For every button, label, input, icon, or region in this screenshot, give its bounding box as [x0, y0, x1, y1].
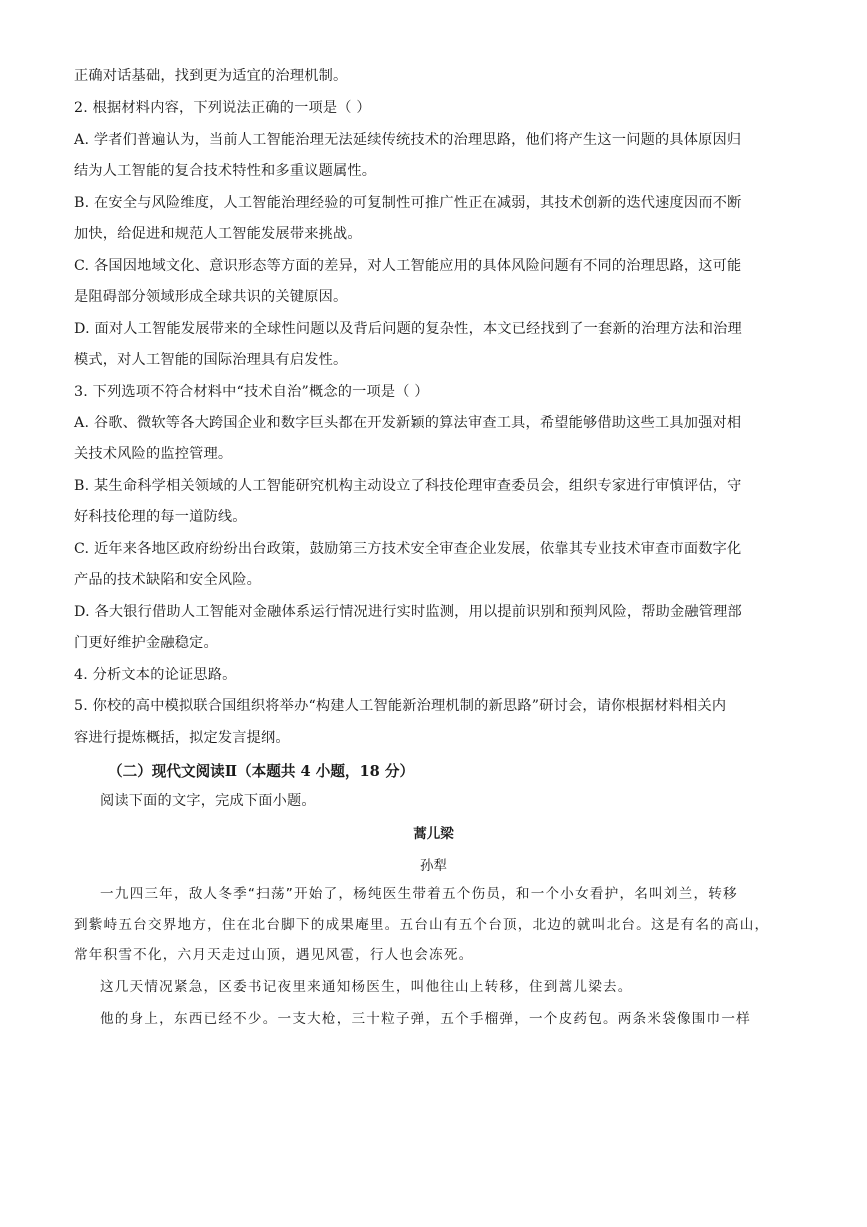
story-paragraph: 这几天情况紧急，区委书记夜里来通知杨医生，叫他往山上转移，住到蒿儿梁去。: [100, 979, 633, 995]
text-line: 容进行提炼概括，拟定发言提纲。: [74, 730, 290, 746]
text-line: 门更好维护金融稳定。: [74, 635, 218, 651]
option-3d: D. 各大银行借助人工智能对金融体系运行情况进行实时监测，用以提前识别和预判风险，帮助金融管理部: [74, 604, 742, 620]
story-title: 蒿儿梁: [413, 826, 454, 842]
section-heading: （二）现代文阅读Ⅱ（本题共 4 小题，18 分）: [108, 763, 415, 780]
option-2a: A. 学者们普遍认为，当前人工智能治理无法延续传统技术的治理思路，他们将产生这一问题的具体原因归: [74, 132, 742, 148]
question-5: 5. 你校的高中模拟联合国组织将举办“构建人工智能新治理机制的新思路”研讨会，请你根据材料相关内: [74, 698, 727, 714]
question-3: 3. 下列选项不符合材料中“技术自治”概念的一项是（ ）: [74, 384, 429, 400]
story-paragraph: 一九四三年，敌人冬季“扫荡”开始了，杨纯医生带着五个伤员，和一个小女看护，名叫刘兰，转移: [100, 886, 738, 902]
option-3b: B. 某生命科学相关领域的人工智能研究机构主动设立了科技伦理审查委员会，组织专家进行审慎评估，守: [74, 478, 742, 494]
text-line: 好科技伦理的每一道防线。: [74, 509, 247, 525]
question-2: 2. 根据材料内容，下列说法正确的一项是（ ）: [74, 100, 371, 116]
text-line: 加快，给促进和规范人工智能发展带来挑战。: [74, 226, 362, 242]
option-2d: D. 面对人工智能发展带来的全球性问题以及背后问题的复杂性，本文已经找到了一套新的治理方法和治理: [74, 321, 742, 337]
text-line: 正确对话基础，找到更为适宜的治理机制。: [74, 68, 348, 84]
option-3c: C. 近年来各地区政府纷纷出台政策，鼓励第三方技术安全审查企业发展，依靠其专业技术审查市面数字化: [74, 541, 742, 557]
story-line: 常年积雪不化，六月天走过山顶，遇见风雹，行人也会冻死。: [74, 947, 474, 963]
text-line: 产品的技术缺陷和安全风险。: [74, 572, 262, 588]
text-line: 结为人工智能的复合技术特性和多重议题属性。: [74, 163, 377, 179]
option-2b: B. 在安全与风险维度，人工智能治理经验的可复制性可推广性正在减弱，其技术创新的迭代速度因而不断: [74, 195, 742, 211]
text-line: 模式，对人工智能的国际治理具有启发性。: [74, 352, 348, 368]
option-2c: C. 各国因地域文化、意识形态等方面的差异，对人工智能应用的具体风险问题有不同的治理思路，这可能: [74, 258, 742, 274]
story-line: 到紫峙五台交界地方，住在北台脚下的成果庵里。五台山有五个台顶，北边的就叫北台。这是有名的高山，: [74, 917, 770, 933]
option-3a: A. 谷歌、微软等各大跨国企业和数字巨头都在开发新颖的算法审查工具，希望能够借助这些工具加强对相: [74, 415, 742, 431]
text-line: 是阻碍部分领域形成全球共识的关键原因。: [74, 289, 348, 305]
story-paragraph: 他的身上，东西已经不少。一支大枪，三十粒子弹，五个手榴弹，一个皮药包。两条米袋像围巾一样: [100, 1011, 751, 1027]
question-4: 4. 分析文本的论证思路。: [74, 667, 237, 683]
text-line: 关技术风险的监控管理。: [74, 446, 233, 462]
instruction: 阅读下面的文字，完成下面小题。: [100, 793, 316, 809]
story-author: 孙犁: [420, 858, 447, 874]
